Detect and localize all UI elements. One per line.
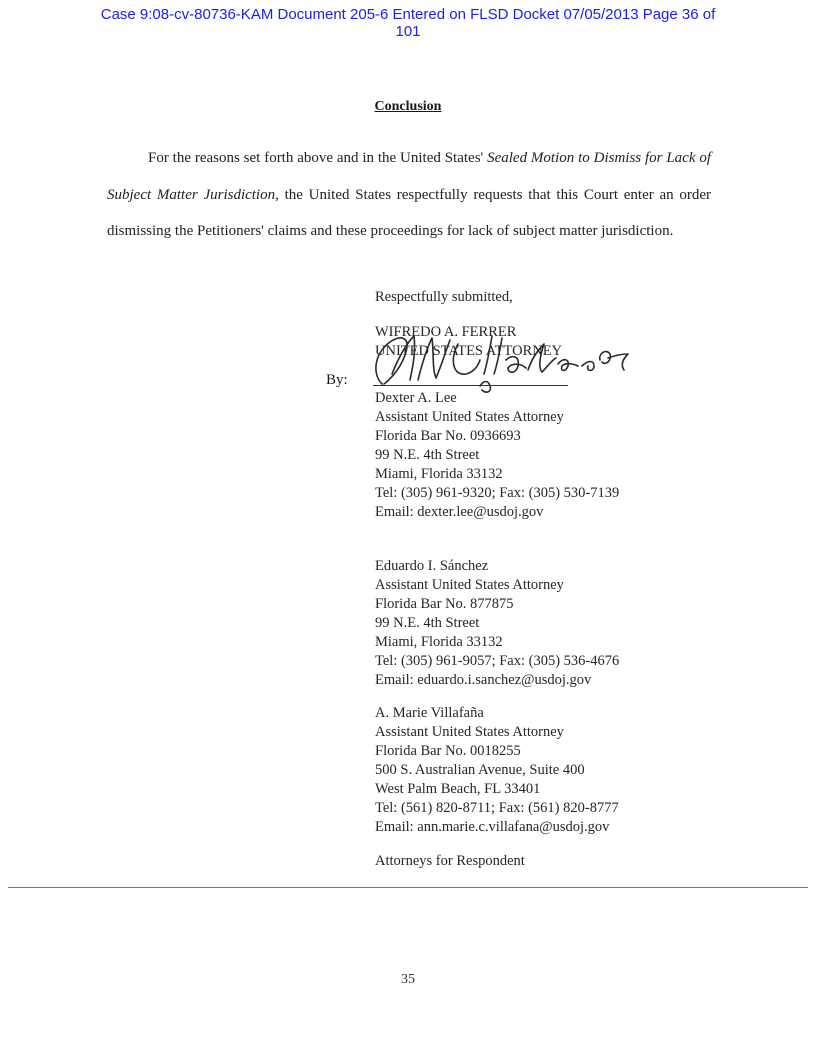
attorney-city: West Palm Beach, FL 33401 [375,781,541,797]
attorney-title: Assistant United States Attorney [375,409,564,425]
attorney-phone: Tel: (561) 820-8711; Fax: (561) 820-8777 [375,800,619,816]
attorney-street: 99 N.E. 4th Street [375,615,480,631]
attorney-email: Email: dexter.lee@usdoj.gov [375,504,544,520]
attorney-bar-number: Florida Bar No. 0936693 [375,428,521,444]
attorney-email: Email: ann.marie.c.villafana@usdoj.gov [375,819,610,835]
docket-header-line-1: Case 9:08-cv-80736-KAM Document 205-6 Entered on FLSD Docket 07/05/2013 Page 36 of [100,6,716,23]
attorney-bar-number: Florida Bar No. 877875 [375,596,514,612]
attorney-name: Eduardo I. Sánchez [375,558,489,574]
office-title: UNITED STATES ATTORNEY [375,343,563,359]
section-heading: Conclusion [374,99,442,114]
handwritten-signature [362,314,642,394]
horizontal-rule [8,887,808,888]
attorneys-role-text: Attorneys for Respondent [375,853,525,869]
attorney-block-3 [375,704,619,837]
attorney-title: Assistant United States Attorney [375,577,564,593]
closing-phrase [375,288,513,307]
attorney-email: Email: eduardo.i.sanchez@usdoj.gov [375,672,592,688]
signature-line [373,385,568,386]
by-label: By: [326,372,348,388]
attorney-phone: Tel: (305) 961-9320; Fax: (305) 530-7139 [375,485,620,501]
attorney-city: Miami, Florida 33132 [375,466,503,482]
attorney-block-1 [375,389,619,522]
attorney-title: Assistant United States Attorney [375,724,564,740]
page-number: 35 [401,972,415,987]
conclusion-paragraph [107,140,711,250]
motion-title: Sealed Motion to Dismiss for Lack of Subject Matter Jurisdiction [107,150,711,203]
closing-text: Respectfully submitted, [375,289,513,305]
attorney-block-2 [375,557,619,690]
paragraph-text-1: For the reasons set forth above and in the United States' [148,150,488,166]
attorney-bar-number: Florida Bar No. 0018255 [375,743,521,759]
paragraph-text-2: , the United States respectfully requests that this Court enter an order dismissing the Petitioners' claims and these proceedings for lack of subject matter jurisdiction. [107,186,711,239]
attorneys-role [375,852,525,871]
attorney-street: 99 N.E. 4th Street [375,447,480,463]
attorney-name: Dexter A. Lee [375,390,457,406]
attorney-city: Miami, Florida 33132 [375,634,503,650]
attorney-street: 500 S. Australian Avenue, Suite 400 [375,762,585,778]
docket-header-stamp [40,6,776,40]
attorney-name: A. Marie Villafaña [375,705,484,721]
docket-header-line-2: 101 [395,23,421,40]
office-name: WIFREDO A. FERRER [375,324,517,340]
attorney-phone: Tel: (305) 961-9057; Fax: (305) 536-4676 [375,653,620,669]
